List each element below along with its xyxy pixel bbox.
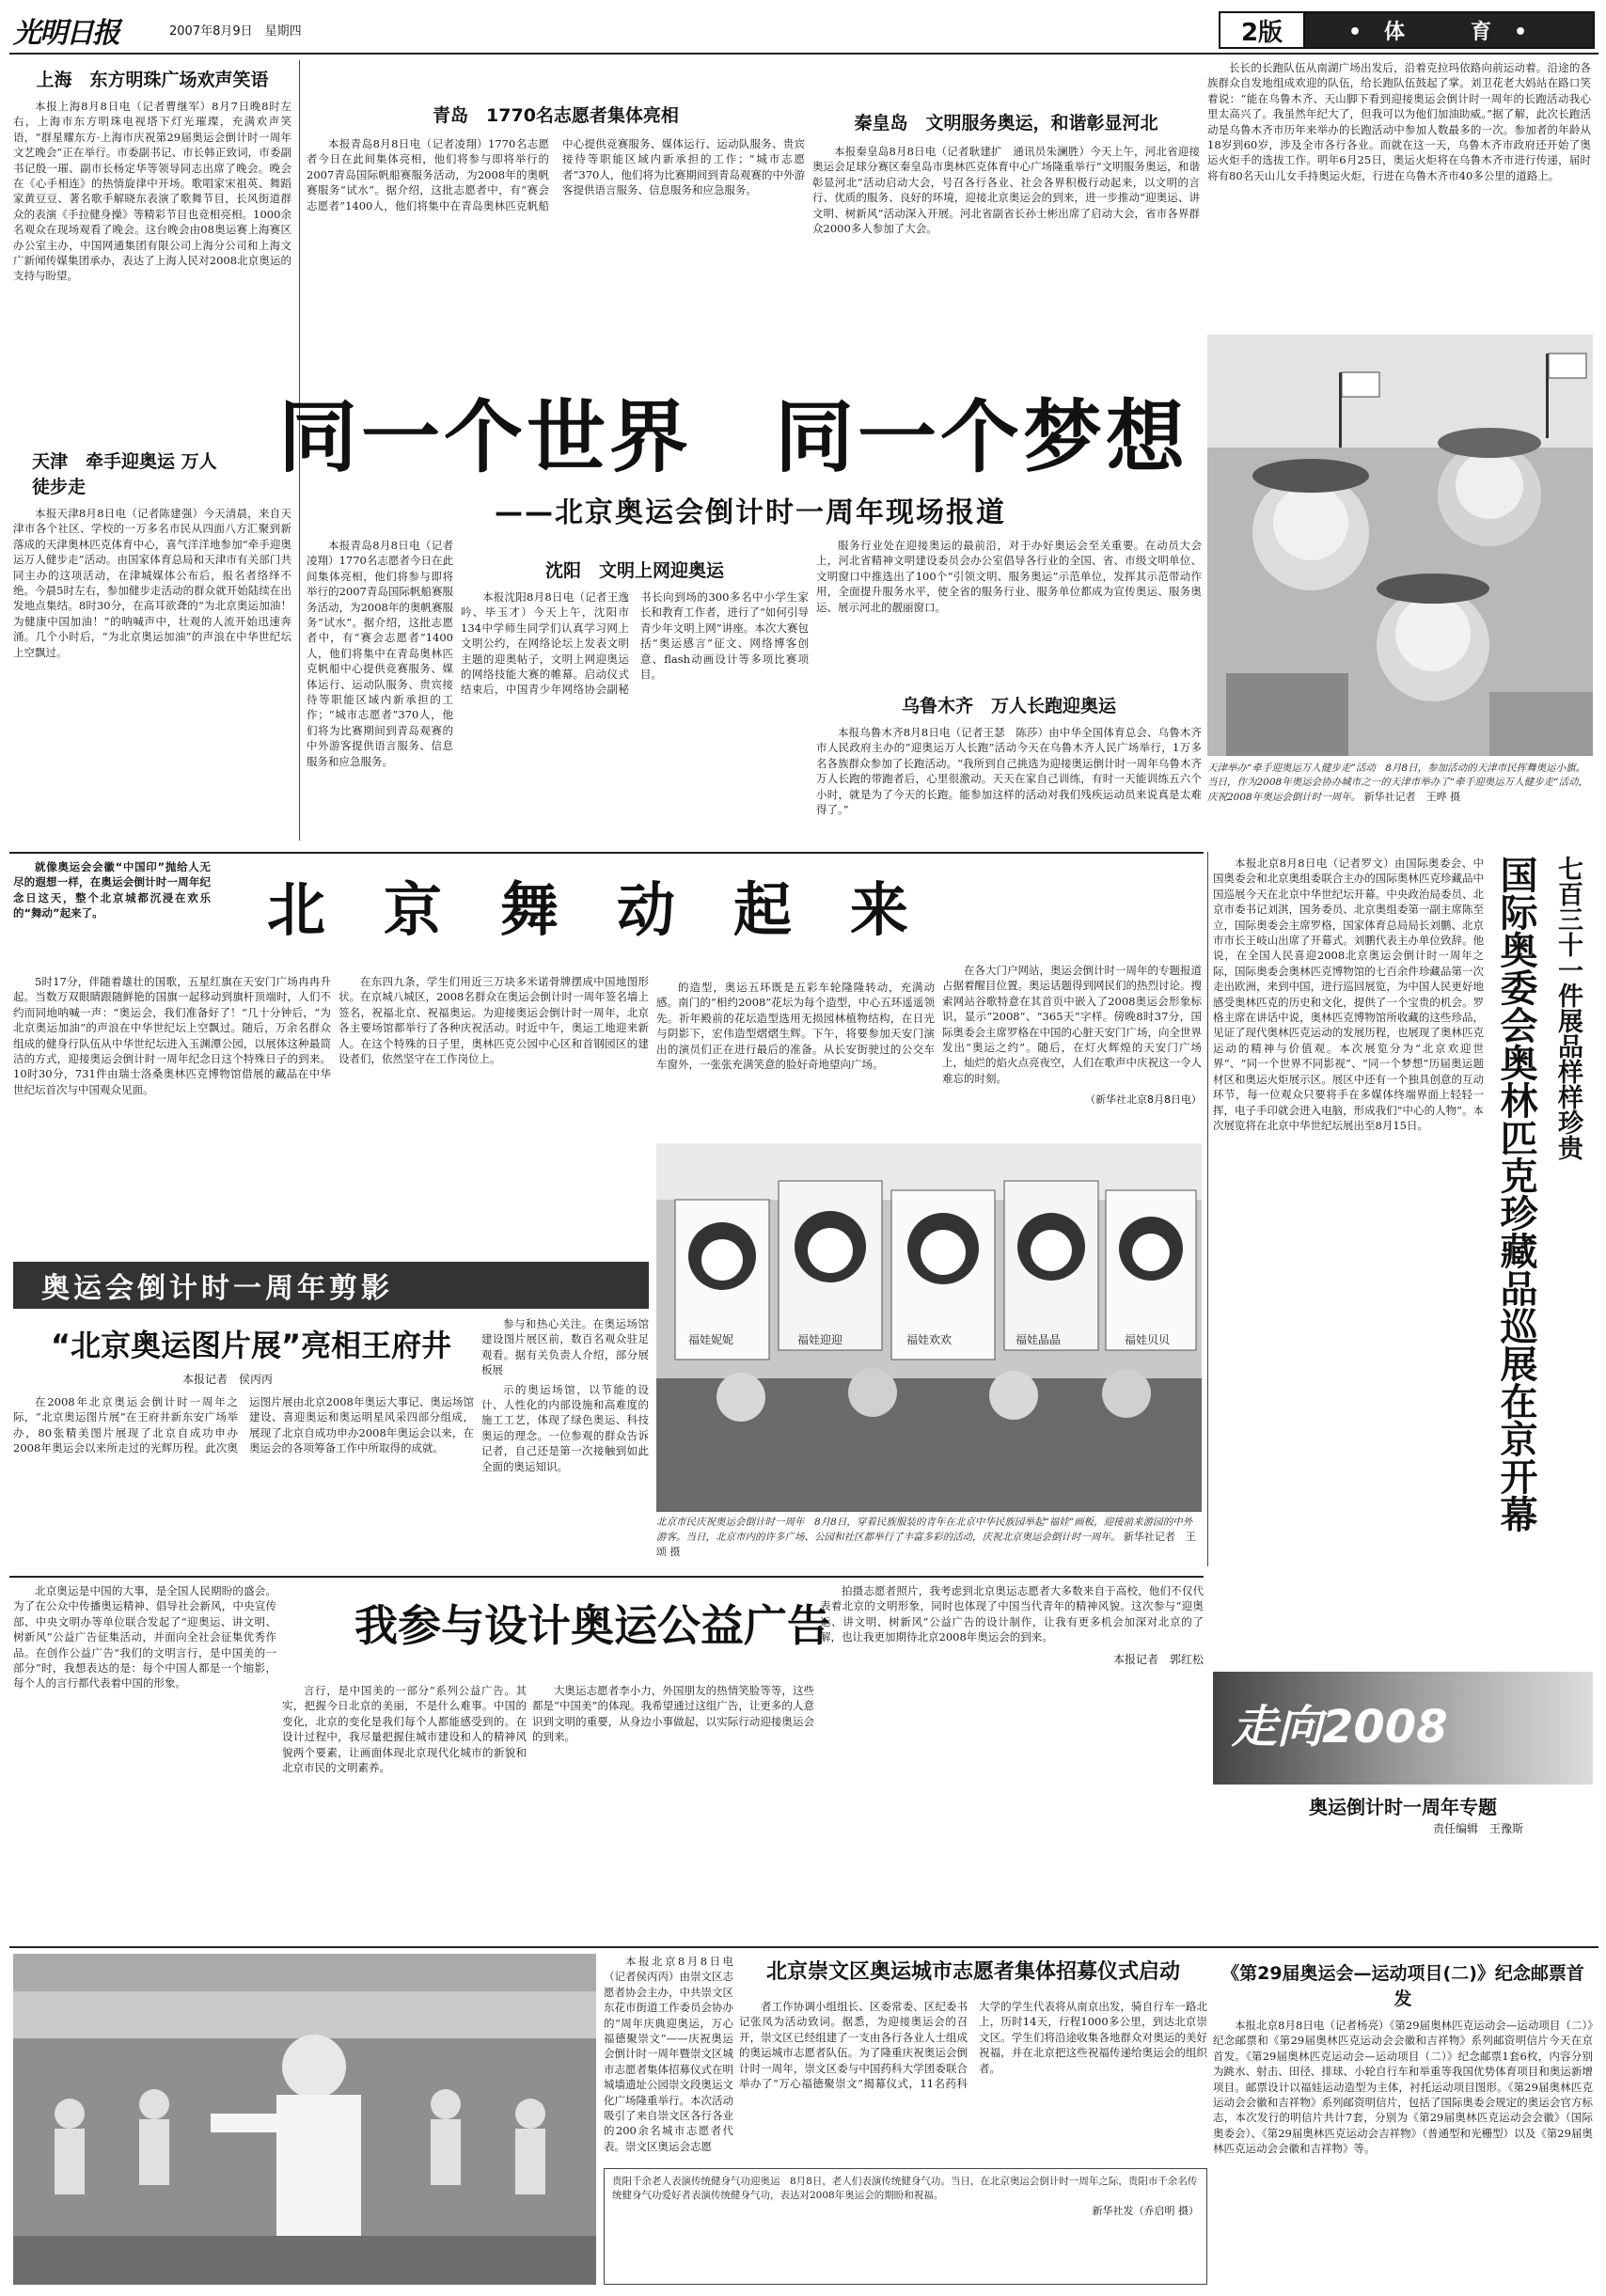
design-col3-text: 大奥运志愿者李小力，外国朋友的热情笑脸等等，这些都是“中国美”的体现。我希望通过这组广告，让更多的人意识到文明的重要，从身边小事做起，以实际行动迎接奥运会的到来。 <box>532 1684 814 1744</box>
guiyang-box <box>604 2168 1207 2285</box>
guiyang-caption: 贵阳千余老人表演传统健身气功迎奥运 8月8日，老人们表演传统健身气功。当日，在北京奥运会倒计时一周年之际，贵阳市千余名传统健身气功爱好者表演传统健身气功，表达对2008年奥运会的期盼和祝福。 <box>612 2176 1198 2201</box>
article-chongwen-lead <box>604 1954 733 2162</box>
dance-intro <box>13 859 211 972</box>
dance-intro-text: 就像奥运会会徽“中国印”抛给人无尽的遐想一样，在奥运会倒计时一周年纪念日这天，整个北京城都沉浸在欢乐的“舞动”起来了。 <box>13 860 211 920</box>
fuwa-label: 福娃欢欢 <box>905 1333 952 1346</box>
main-headline-block <box>278 385 1219 527</box>
headline-stamp: 《第29届奥运会—运动项目(二)》纪念邮票首发 <box>1221 1963 1584 2009</box>
photo-taichi-graphic <box>13 1954 596 2285</box>
page-section-box <box>1219 11 1595 49</box>
section-rule <box>9 1946 1598 1948</box>
body-qingdao: 本报青岛8月8日电（记者凌翔）1770名志愿者今日在此间集体亮相，他们将参与即将举行的2007青岛国际帆船赛服务活动，为2008年的奥帆赛服务“试水”。据介绍，这批志愿者中，有“赛会志愿者”1400人，他们将集中在青岛奥林匹克帆船中心提供竞赛服务、媒体运行、运动队服务、贵宾接待等职能区域内新承担的工作；“城市志愿者”370人，他们将为比赛期间到青岛观赛的中外游客提供语言服务、信息服务和应急服务。 <box>307 137 805 212</box>
body-chongwen-lead: 本报北京8月8日电（记者侯丙丙）由崇文区志愿者协会主办，中共崇文区东花市街道工作委员会协办的“周年庆典迎奥运，万心福德聚崇文”——庆祝奥运会倒计时一周年暨崇文区城市志愿者集体招募仪式在明城墙遗址公园崇文段奥运文化广场隆重举行。本次活动吸引了来自崇文区各行各业的200余名城市志愿者代表。崇文区奥运会志愿 <box>604 1955 733 2153</box>
body-urumqi: 本报乌鲁木齐8月8日电（记者王瑟 陈莎）由中华全国体育总会、乌鲁木齐市人民政府主办的“迎奥运万人长跑”活动今天在乌鲁木齐人民广场举行，1万多名各族群众参加了长跑活动。“我所到自己挑选为迎接奥运倒计时一周年乌鲁木齐万人长跑的带跑者后，心里很激动。天天在家自己训练，有时一天能训练五六个小时，就是为了今天的长跑。能参加这样的活动对我们残疾运动员来说真是太难得了。” <box>816 726 1202 817</box>
article-ioc <box>1213 856 1593 1570</box>
article-service <box>816 538 1202 679</box>
headline-wangfujing: “北京奥运图片展”亮相王府井 <box>51 1328 452 1363</box>
photo-tianjin-walk-graphic <box>1207 335 1593 756</box>
article-chongwen-body <box>739 1999 1207 2162</box>
dateline: 2007年8月9日 星期四 <box>169 24 302 39</box>
masthead-rule <box>9 53 1598 55</box>
section-banner-text: 奥运会倒计时一周年剪影 <box>41 1272 393 1305</box>
fuwa-label: 福娃迎迎 <box>796 1333 842 1346</box>
body-tianjin-continued: 本报青岛8月8日电（记者凌翔）1770名志愿者今日在此间集体亮相，他们将参与即将举行的2007青岛国际帆船赛服务活动，为2008年的奥帆赛服务“试水”。据介绍，这批志愿者中，有“赛会志愿者”1400人，他们将集中在青岛奥林匹克帆船中心提供竞赛服务、媒体运行、运动队服务、贵宾接待等职能区域内新承担的工作；“城市志愿者”370人，他们将为比赛期间到青岛观赛的中外游客提供语言服务、信息服务和应急服务。 <box>307 539 453 768</box>
body-tianjin: 本报天津8月8日电（记者陈建强）今天清晨，来自天津市各个社区、学校的一万多名市民从四面八方汇聚到新落成的天津奥林匹克体育中心，喜气洋洋地参加“牵手迎奥运万人健步走”活动。由国家体育总局和天津市有关部门共同主办的这项活动，在津城媒体公布后，报名者络绎不绝。今晨5时左右，参加健步走活动的群众就开始陆续在出发地点集结。8时30分，在高耳欲聋的“为北京奥运加油！为健康中国加油！”的呐喊声中，壮观的人流开始迅速奔涌。几个小时后，“为北京奥运加油”的声浪在中华世纪坛上空飘过。 <box>13 507 291 659</box>
design-col2-text: 言行，是中国美的一部分”系列公益广告。其实，把握今日北京的美丽，不是什么难事。中国的变化，北京的变化是我们每个人都能感受到的。在设计过程中，我尽量把握住城市建设和人的精神风貌两个要素，让画面体现北京现代化城市的新貌和北京市民的文明素养。 <box>282 1684 527 1775</box>
dance-col1-text: 5时17分，伴随着雄壮的国歌，五星红旗在天安门广场冉冉升起。当数万双眼睛跟随鲜艳的国旗一起移动到旗杆顶端时，人们不约而同地呐喊一声：“奥运会，我们准备好了！”几十分钟后，“为北京奥运加油”的声浪在中华世纪坛上空飘过。随后，万余名群众组成的健身行队伍从中华世纪坛进入玉渊潭公园，以展体这种最简洁的方式，迎接奥运会倒计时一周年纪念日这个特殊日子的到来。10时30分，731件由瑞士洛桑奥林匹克博物馆借展的藏品在中华世纪坛首次与中国观众见面。 <box>13 975 331 1096</box>
body-qinhuangdao: 本报秦皇岛8月8日电（记者耿建扩 通讯员朱澜胜）今天上午，河北省迎接奥运会足球分赛区秦皇岛市奥林匹克体育中心广场隆重举行“文明服务奥运，和谐彰显河北”活动启动大会，号召各行各业、社会各界积极行动起来，以文明的言行、优质的服务、良好的环境，迎接北京奥运会的到来，进一步推动“迎奥运、讲文明、树新风”活动深入开展。河北省副省长孙士彬出席了启动大会，省市各界群众2000多人参加了大会。 <box>812 145 1200 236</box>
dance-headline: 北 京 舞 动 起 来 <box>266 875 908 944</box>
body-shenyang: 本报沈阳8月8日电（记者王逸吟、毕玉才）今天上午，沈阳市134中学师生同学们认真学习网上文明公约，在网络论坛上发表文明主题的迎奥帖子，文明上网迎奥运的网络技能大赛的帷幕。启动仪式结束后，中国青少年网络协会副秘书长向到场的300多名中小学生家长和教育工作者，进行了“如何引导青少年文明上网”讲座。本次大赛包括“奥运感言”征文、网络博客创意、flash动画设计等多项比赛项目。 <box>461 590 809 697</box>
photo-fuwa-caption-text: 北京市民庆祝奥运会倒计时一周年 8月8日，穿着民族服装的青年在北京中华民族园举起“福娃”画板，迎接前来游园的中外游客。当日，北京市内的许多广场、公园和社区都举行了丰富多彩的活动，庆祝北京奥运会倒计时一周年。 <box>656 1517 1193 1543</box>
article-urumqi-continued <box>1207 60 1591 335</box>
headline-qinhuangdao: 秦皇岛 文明服务奥运，和谐彰显河北 <box>854 113 1158 134</box>
section-banner <box>13 1262 649 1309</box>
headline-shanghai: 上海 东方明珠广场欢声笑语 <box>36 70 269 90</box>
body-service: 服务行业处在迎接奥运的最前沿，对于办好奥运会至关重要。在动员大会上，河北省精神文明建设委员会办公室倡导各行业的全国、省、市级文明单位、文明窗口中推选出了100个“引领文明、服务奥运”示范单位，发挥其示范带动作用，全面提升服务水平，使全省的服务行业、服务单位都成为宣传奥运、服务奥运、展示河北的靓丽窗口。 <box>816 539 1202 614</box>
fuwa-labels <box>656 1331 1202 1347</box>
body-wangfujing-2: 示的奥运场馆，以节能的设计、人性化的内部设施和高难度的施工工艺，体现了绿色奥运、科技奥运的理念。一位参观的群众告诉记者，自己还是第一次接触到如此全面的奥运知识。 <box>481 1382 649 1473</box>
article-wangfujing-side <box>481 1316 649 1570</box>
corner-badge-graphic <box>1213 1672 1593 1785</box>
design-col2 <box>282 1683 527 1942</box>
headline-ioc-big: 国际奥委会奥林匹克珍藏品巡展在京开幕 <box>1494 856 1537 1533</box>
corner-badge <box>1213 1578 1593 1850</box>
dance-col2-text: 在东四九条，学生们用近三万块多米诺骨牌摆成中国地图形状。在京城八城区，2008名群众在奥运会倒计时一周年签名墙上签名，祝福北京、祝福奥运。为迎接奥运会倒计时一周年，北京各主要场馆都举行了各种庆祝活动。时近中午，奥运工地迎来新人。在这个特殊的日子里，奥林匹克公园中心区和首钢园区的建设者们，依然坚守在工作岗位上。 <box>339 975 649 1066</box>
photo-fuwa-graphic <box>656 1143 1202 1512</box>
photo-tianjin-walk <box>1207 335 1593 756</box>
photo-fuwa <box>656 1143 1202 1512</box>
section-rule <box>9 852 1204 854</box>
fuwa-label: 福娃妮妮 <box>687 1333 733 1346</box>
corner-badge-title: 走向2008 <box>1232 1701 1448 1753</box>
article-qingdao <box>307 60 805 357</box>
headline-tianjin: 天津 牵手迎奥运 万人徒步走 <box>32 451 217 497</box>
newspaper-logo: 光明日报 <box>13 17 118 50</box>
column-rule <box>1207 852 1208 1566</box>
headline-urumqi: 乌鲁木齐 万人长跑迎奥运 <box>901 696 1116 716</box>
design-col1 <box>13 1583 276 1941</box>
photo-fuwa-caption <box>656 1516 1202 1570</box>
fuwa-label: 福娃贝贝 <box>1124 1333 1170 1346</box>
design-col4 <box>820 1583 1204 1941</box>
body-wangfujing-side: 参与和热心关注。在奥运场馆建设图片展区前，数百名观众驻足观看。据有关负责人介绍，部分展板展 <box>481 1317 649 1377</box>
photo-taichi <box>13 1954 596 2285</box>
main-subheadline: ——北京奥运会倒计时一周年现场报道 <box>495 496 1006 527</box>
article-tianjin <box>13 442 291 837</box>
body-wangfujing: 在2008年北京奥运会倒计时一周年之际，“北京奥运图片展”在王府井新东安广场举办，80张精美图片展现了北京自成功申办2008年奥运会以来所走过的光辉历程。此次奥运图片展由北京2008年奥运大事记、奥运场馆建设、喜迎奥运和奥运明星风采四部分组成，展现了北京自成功申办2008年奥运会以来，在奥运会的各项筹备工作中所取得的成就。 <box>13 1395 474 1455</box>
headline-chongwen: 北京崇文区奥运城市志愿者集体招募仪式启动 <box>765 1960 1180 1984</box>
design-col3 <box>532 1683 814 1942</box>
article-stamp <box>1213 1954 1593 2287</box>
design-col1-text: 北京奥运是中国的大事，是全国人民期盼的盛会。为了在公众中传播奥运精神、倡导社会新风，中央宣传部、中央文明办等单位联合发起了“迎奥运、讲文明、树新风”公益广告征集活动，并面向全社会征集优秀作品。在创作公益广告“我们的文明言行，是中国美的一部分”时，我想表达的是：每个中国人都是一个缩影，每个人的言行都代表着中国的形象。 <box>13 1584 276 1691</box>
photo-tianjin-credit: 新华社记者 王晔 摄 <box>1363 791 1461 803</box>
headline-ioc-small: 七百三十一件展品样样珍贵 <box>1553 856 1582 1160</box>
design-headline: 我参与设计奥运公益广告 <box>354 1600 830 1651</box>
article-tianjin-continued <box>307 538 453 848</box>
dance-col4 <box>942 859 1202 1141</box>
main-headline: 同一个世界 同一个梦想 <box>278 390 1189 483</box>
article-shanghai <box>13 60 291 417</box>
dance-col2 <box>339 974 649 1258</box>
byline-wangfujing: 本报记者 侯丙丙 <box>182 1373 274 1386</box>
body-shanghai: 本报上海8月8日电（记者曹继军）8月7日晚8时左右，上海市东方明珠电视塔下灯光璀璨，充满欢声笑语，“群星耀东方·上海市庆祝第29届奥运会倒计时一周年文艺晚会”正在举行。市委副书记、市长韩正致词，市委副书记殷一璀、副市长杨定华等领导同志出席了晚会。晚会在《心手相连》的热情旋律中开场。歌唱家宋祖英、舞蹈家黄豆豆、著名歌手解晓东表演了歌舞节目，长风街道群众的表演《手拉健身操》等精彩节目也竞相亮相。1000余名观众在现场观看了晚会。这台晚会由08奥运赛上海赛区办公室主办，中国网通集团有限公司上海分公司和上海文广新闻传媒集团承办，表达了上海人民对2008北京奥运的支持与盼望。 <box>13 100 291 283</box>
body-chongwen: 者工作协调小组组长、区委常委、区纪委书记张凤为活动致词。据悉，为迎接奥运会的召开，崇文区已经组建了一支由各行各业人士组成的奥运城市志愿者队伍。为了隆重庆祝奥运会倒计时一周年，崇文区委与中国药科大学团委联合举办了“万心福德聚崇文”揭幕仪式，11名药科大学的学生代表将从南京出发，骑自行车一路北上，历时14天，行程1000多公里，到达北京崇文区。学生们将沿途收集各地群众对奥运的美好祝福，并在北京把这些祝福传递给奥运会的组织者。 <box>739 2000 1207 2091</box>
photo-fuwa-credit: 新华社记者 王颂 摄 <box>656 1531 1196 1558</box>
masthead <box>9 8 1598 53</box>
section-rule <box>9 1576 1204 1578</box>
section-label: •体 育• <box>1305 13 1593 47</box>
body-stamp: 本报北京8月8日电（记者杨亮）《第29届奥林匹克运动会—运动项目（二）》纪念邮票和《第29届奥林匹克运动会会徽和吉祥物》系列邮资明信片今天在京首发。《第29届奥林匹克运动会—运动项目（二）》纪念邮票1套6枚，内容分别为跳水、射击、田径、排球、小轮自行车和举重等我国优势体育项目和奥运新增项目。邮票设计以福娃运动造型为主体，衬托运动项目图形。《第29届奥林匹克运动会会徽和吉祥物》系列邮资明信片，包括了国际奥委会规定的奥运会官方标志，本次发行的明信片共计7套，分别为《第29届奥林匹克运动会会徽》（国际奥委会）、《第29届奥林匹克运动会吉祥物》（普通型和光栅型）以及《第29届奥林匹克运动会会徽和吉祥物》等。 <box>1213 2019 1593 2156</box>
article-qinhuangdao <box>812 60 1200 342</box>
dance-col4-text: 在各大门户网站，奥运会倒计时一周年的专题报道占据着醒目位置。奥运话题得到网民们的热烈讨论。搜索网站谷歌特意在其首页中嵌入了2008奥运会形象标识，显示“2008”、“365天”字样。傍晚8时37分，国际奥委会主席罗格在中国的心脏天安门广场，向全世界发出“奥运之约”。随后，在灯火辉煌的天安门广场上，灿烂的焰火点亮夜空，人们在歌声中庆祝这一令人难忘的时刻。 <box>942 964 1202 1085</box>
guiyang-credit: 新华社发（乔启明 摄） <box>1092 2205 1199 2217</box>
article-wangfujing <box>13 1316 474 1570</box>
fuwa-label: 福娃晶晶 <box>1015 1333 1061 1346</box>
corner-subtitle: 奥运倒计时一周年专题 <box>1309 1796 1497 1818</box>
design-col4-text: 拍摄志愿者照片，我考虑到北京奥运志愿者大多数来自于高校，他们不仅代表着北京的文明形象，同时也体现了中国当代青年的精神风貌。这次参与“迎奥运、讲文明、树新风”公益广告的设计制作，让我有更多机会加深对北京的了解，也让我更加期待北京2008年奥运会的到来。 <box>820 1584 1204 1644</box>
headline-qingdao: 青岛 1770名志愿者集体亮相 <box>433 105 679 126</box>
photo-tianjin-caption-text: 天津举办“牵手迎奥运万人健步走”活动 8月8日，参加活动的天津市民挥舞奥运小旗。当日，作为2008年奥运会协办城市之一的天津市举办了“牵手迎奥运万人健步走”活动，庆祝2008年奥运会倒计时一周年。 <box>1207 763 1588 803</box>
dance-col3-text: 的造型，奥运五环既是五彩车轮隆隆转动，充满动感。南门的“相约2008”花坛为每个造型，中心五环遥遥领先。祈年殿前的花坛造型选用无损园林植物结构，在日光与阴影下，宏伟造型熠熠生辉。下午，将要参加天安门演出的演员们正在进行最后的准备。从长安街驶过的公交车车窗外，一张张充满笑意的脸好奇地望向广场。 <box>656 981 935 1072</box>
page-number: 2版 <box>1220 13 1305 47</box>
body-ioc: 本报北京8月8日电（记者罗文）由国际奥委会、中国奥委会和北京奥组委联合主办的国际奥林匹克珍藏品中国巡展今天在北京中华世纪坛开幕。中央政治局委员、北京市委书记刘淇，国务委员、北京奥组委第一副主席陈至立，国际奥委会主席罗格，国家体育总局局长刘鹏、北京市市长王岐山出席了开幕式。刘鹏代表主办单位致辞。他说，在全国人民喜迎2008北京奥运会倒计时一周年之际，国际奥委会奥林匹克博物馆的七百余件珍藏品第一次走出欧洲，来到中国，进行巡回展览，为中国人民更好地感受奥林匹克的历史和文化，提供了一个宝贵的机会。罗格主席在讲话中说，奥林匹克博物馆所收藏的这些珍品，见证了现代奥林匹克运动的发展历程，也展现了奥林匹克运动的精神与价值观。本次展览分为“北京欢迎世界”、“同一个世界不同影视”、“同一个梦想”历届奥运题材区和奥运火炬展示区。展区中还有一个独具创意的互动环节，每一位观众只要将手在多媒体终端界面上轻轻一挥，电子手印就会进入电脑，形成我们“中心的人物”。本次展览将在北京中华世纪坛展出至8月15日。 <box>1213 857 1484 1132</box>
photo-tianjin-caption <box>1207 762 1593 846</box>
dance-credit: （新华社北京8月8日电） <box>1085 1093 1202 1107</box>
headline-shenyang: 沈阳 文明上网迎奥运 <box>544 560 724 581</box>
body-urumqi-continued: 长长的长跑队伍从南湖广场出发后，沿着克拉玛依路向前运动着。沿途的各族群众自发地组成欢迎的队伍，给长跑队伍鼓起了掌。刘卫花老大妈站在路口笑着说：“能在乌鲁木齐、天山脚下看到迎接奥运会倒计时一周年的长跑活动我心里太高兴了。我虽然年纪大了，但我可以为他们加油助威。”据了解，此次长跑活动是乌鲁木齐市历年来举办的长跑活动中参加人数最多的一次。参加者的年龄从18岁到60岁，涉及全市各行各业。而就在这一天，乌鲁木齐市政府还开始了奥运火炬手的选拔工作。明年6月25日，奥运火炬将在乌鲁木齐市进行传递，届时将有80名天山儿女手持奥运火炬，行进在乌鲁木齐市40多公里的道路上。 <box>1207 61 1591 182</box>
dance-col1 <box>13 974 331 1258</box>
headline-chongwen-block <box>739 1956 1207 1993</box>
byline-design: 本报记者 郭红松 <box>1112 1652 1204 1666</box>
article-shenyang <box>461 538 809 848</box>
corner-editor: 责任编辑 王豫斯 <box>1432 1822 1523 1835</box>
design-headline-block <box>282 1583 903 1677</box>
article-urumqi <box>816 686 1202 848</box>
